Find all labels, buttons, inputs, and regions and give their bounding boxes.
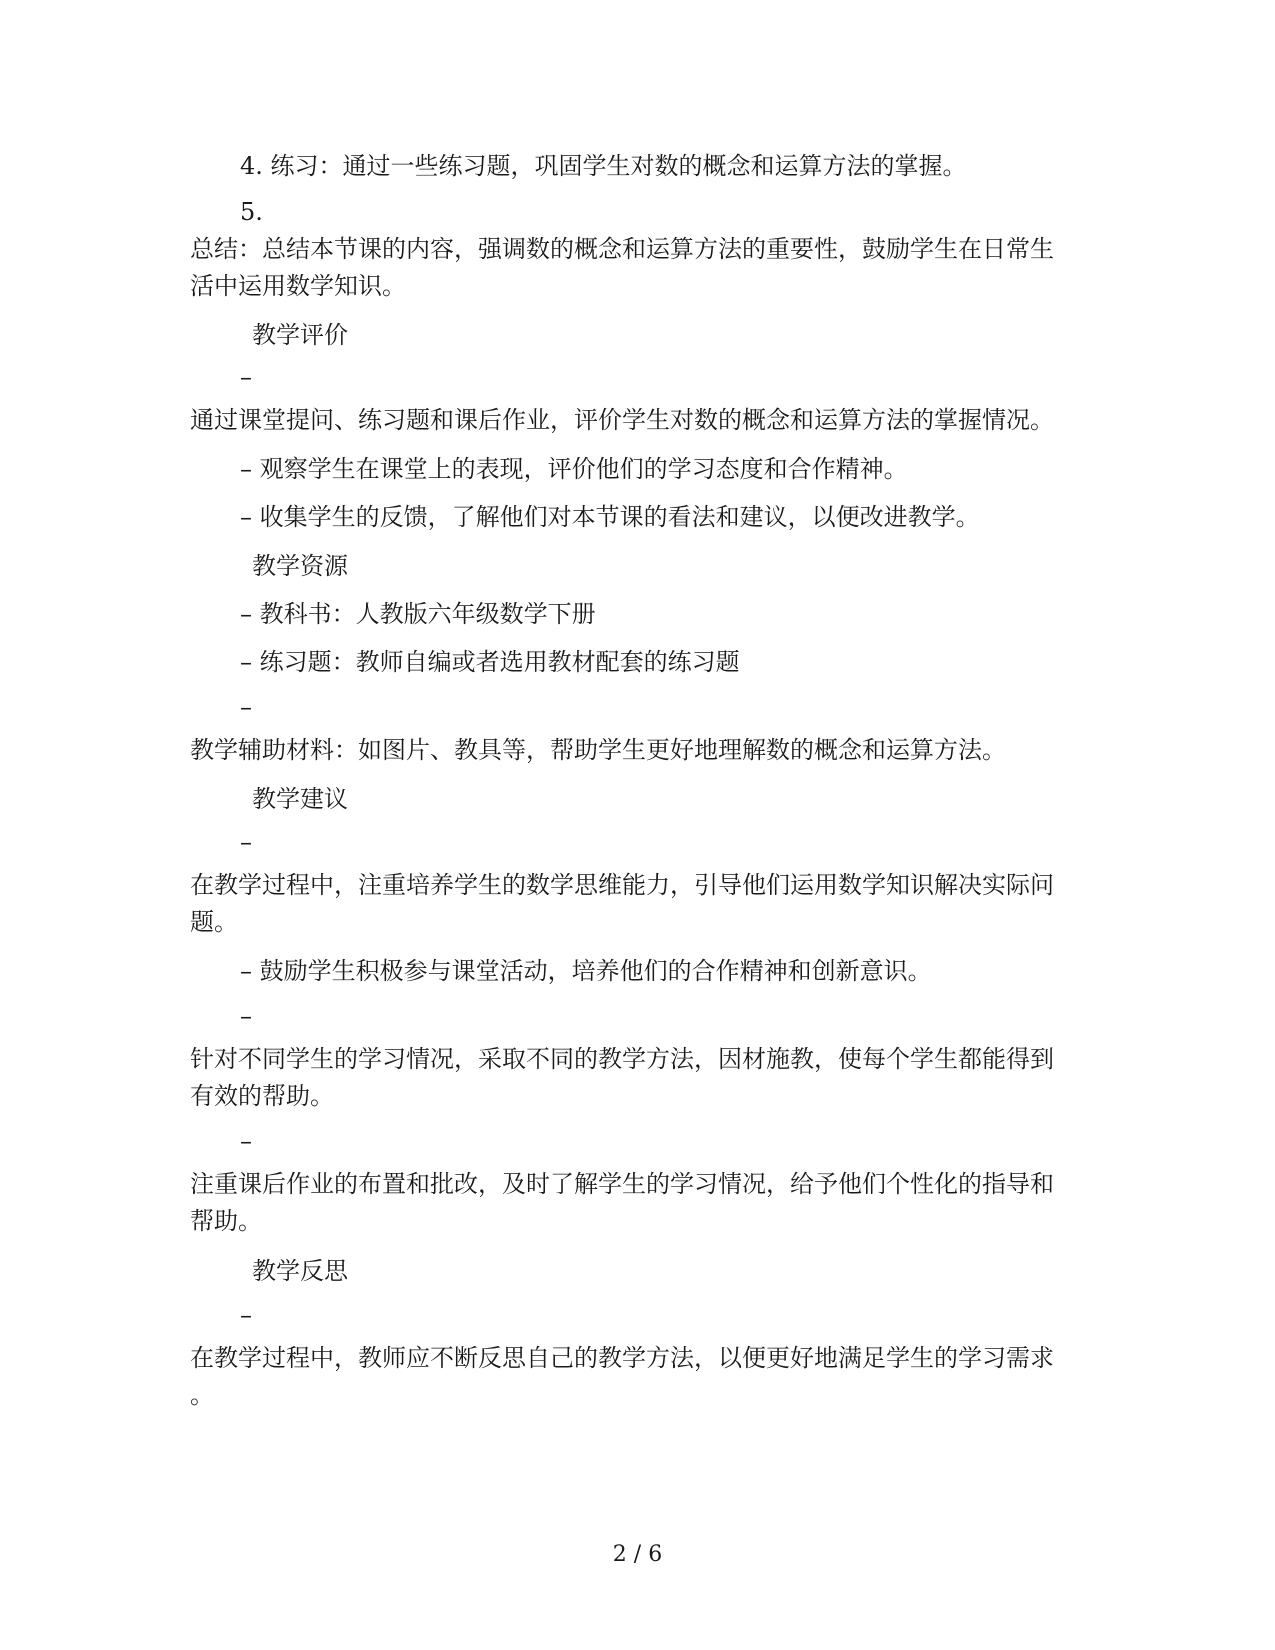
paragraph-line: 帮助。 — [190, 1207, 262, 1235]
paragraph-line: 注重课后作业的布置和批改，及时了解学生的学习情况，给予他们个性化的指导和 — [190, 1170, 1054, 1198]
section-heading-resources: 教学资源 — [252, 552, 348, 580]
paragraph-line: 针对不同学生的学习情况，采取不同的教学方法，因材施教，使每个学生都能得到 — [190, 1045, 1054, 1073]
list-item-4: 4. 练习：通过一些练习题，巩固学生对数的概念和运算方法的掌握。 — [240, 152, 967, 180]
bullet-item: – 练习题：教师自编或者选用教材配套的练习题 — [240, 648, 740, 676]
paragraph-line: 教学辅助材料：如图片、教具等，帮助学生更好地理解数的概念和运算方法。 — [190, 736, 1006, 764]
bullet-dash: – — [240, 828, 252, 856]
bullet-item: – 鼓励学生积极参与课堂活动，培养他们的合作精神和创新意识。 — [240, 957, 932, 985]
bullet-dash: – — [240, 1127, 252, 1155]
bullet-dash: – — [240, 363, 252, 391]
paragraph-line: 通过课堂提问、练习题和课后作业，评价学生对数的概念和运算方法的掌握情况。 — [190, 406, 1054, 434]
paragraph-line: 。 — [190, 1381, 214, 1409]
paragraph-line: 在教学过程中，注重培养学生的数学思维能力，引导他们运用数学知识解决实际问 — [190, 871, 1054, 899]
section-heading-evaluation: 教学评价 — [252, 321, 348, 349]
paragraph-line: 总结：总结本节课的内容，强调数的概念和运算方法的重要性，鼓励学生在日常生 — [190, 235, 1054, 263]
bullet-item: – 观察学生在课堂上的表现，评价他们的学习态度和合作精神。 — [240, 455, 908, 483]
bullet-dash: – — [240, 693, 252, 721]
page-number: 2 / 6 — [612, 1542, 663, 1567]
list-item-5-number: 5. — [240, 198, 263, 226]
section-heading-suggestions: 教学建议 — [252, 785, 348, 813]
section-heading-reflection: 教学反思 — [252, 1257, 348, 1285]
paragraph-line: 在教学过程中，教师应不断反思自己的教学方法，以便更好地满足学生的学习需求 — [190, 1344, 1054, 1372]
bullet-item: – 收集学生的反馈，了解他们对本节课的看法和建议，以便改进教学。 — [240, 503, 980, 531]
bullet-dash: – — [240, 1301, 252, 1329]
bullet-dash: – — [240, 1002, 252, 1030]
paragraph-line: 活中运用数学知识。 — [190, 272, 406, 300]
paragraph-line: 题。 — [190, 908, 238, 936]
bullet-item: – 教科书：人教版六年级数学下册 — [240, 600, 596, 628]
paragraph-line: 有效的帮助。 — [190, 1082, 334, 1110]
